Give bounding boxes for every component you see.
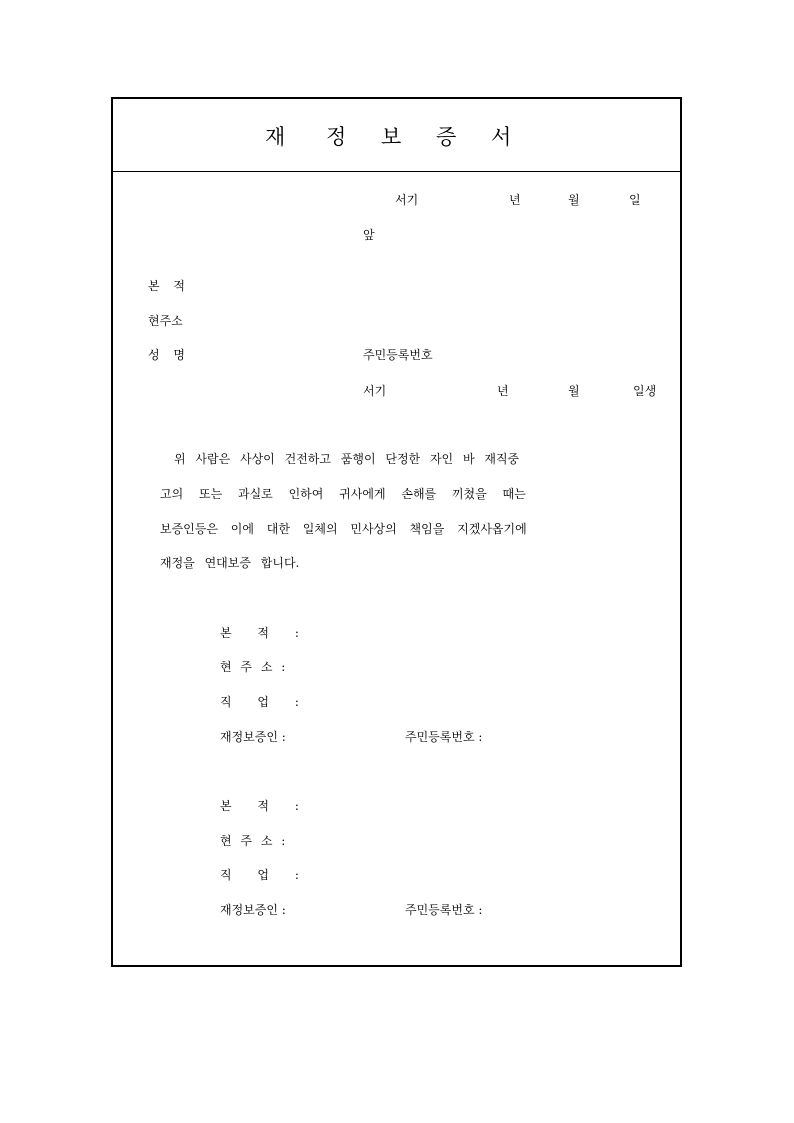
body-line: 고의 또는 과실로 인하여 귀사에게 손해를 끼쳤을 때는 <box>160 487 526 501</box>
body-line: 보증인등은 이에 대한 일체의 민사상의 책임을 지겠사옵기에 <box>160 522 527 536</box>
date-month: 월 <box>568 193 580 207</box>
guarantor-resident-number-label: 주민등록번호 : <box>405 730 483 744</box>
body-line: 위 사람은 사상이 건전하고 품행이 단정한 자인 바 재직중 <box>174 452 520 466</box>
guarantor-origin-label: 본 적 : <box>220 799 299 813</box>
guarantor-address-label: 현 주 소 : <box>220 660 286 674</box>
title-char: 재 <box>265 125 286 149</box>
body-line: 재정을 연대보증 합니다. <box>160 556 300 570</box>
guarantor-origin-label: 본 적 : <box>220 626 299 640</box>
title-char: 서 <box>491 125 512 149</box>
addressee: 앞 <box>363 228 375 242</box>
birth-era: 서기 <box>363 384 387 398</box>
birth-day: 일생 <box>633 384 657 398</box>
address-label: 현주소 <box>148 314 183 328</box>
guarantor-address-label: 현 주 소 : <box>220 834 286 848</box>
guarantor-resident-number-label: 주민등록번호 : <box>405 903 483 917</box>
birth-year: 년 <box>497 384 509 398</box>
birth-month: 월 <box>568 384 580 398</box>
title-char: 증 <box>436 125 457 149</box>
title-char: 정 <box>326 125 347 149</box>
resident-number-label: 주민등록번호 <box>363 348 433 362</box>
guarantor-job-label: 직 업 : <box>220 868 299 882</box>
guarantor-job-label: 직 업 : <box>220 695 299 709</box>
origin-label: 본 적 <box>148 279 185 293</box>
guarantor-label: 재정보증인 : <box>220 903 286 917</box>
guarantor-label: 재정보증인 : <box>220 730 286 744</box>
date-year: 년 <box>509 193 521 207</box>
title-divider <box>113 171 680 172</box>
title-char: 보 <box>381 125 402 149</box>
document-frame <box>111 97 682 967</box>
date-day: 일 <box>629 193 641 207</box>
date-era: 서기 <box>395 193 419 207</box>
name-label: 성 명 <box>148 348 185 362</box>
